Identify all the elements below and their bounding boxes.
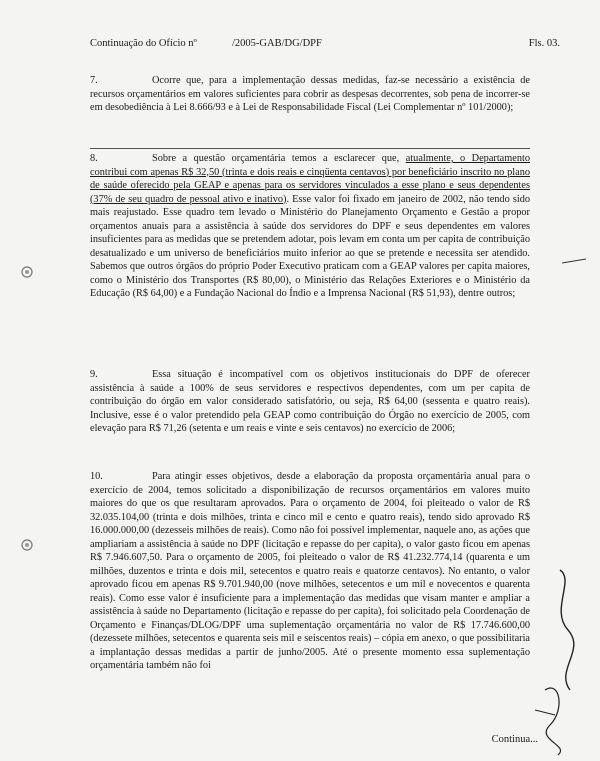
paragraph-number: 10. — [90, 471, 103, 482]
punch-hole-mark — [20, 265, 34, 279]
paragraph-text-continued: . Esse valor foi fixado em janeiro de 2002, não tendo sido mais reajustado. Esse quadro tem levado o Ministério do Planejamento Orçamento e Gestão a propor orçamentos anuais para a assistência à saúde dos servidores do DPF e seus dependentes em valores insuficientes para as medidas que se pretendem adotar, pois levam em conta um per capita de contribuição desatualizado e um universo de beneficiários muito inferior ao que se pretende e necessita ser atendido. Sabemos que outros órgãos do próprio Poder Executivo praticam com a GEAP valores per capita maiores, como o Ministério dos Transportes (R$ 80,00), o Ministério das Relações Exteriores e o Ministério da Educação (R$ 64,00) e a Fundação Nacional do Índio e a Imprensa Nacional (R$ 51,93), dentre outros; — [90, 193, 530, 299]
continuation-note: Continua... — [491, 734, 538, 745]
paragraph-text: Ocorre que, para a implementação dessas medidas, faz-se necessário a existência de recursos orçamentários em valores suficientes para cobrir as despesas decorrentes, sob pena de incorrer-se em desobediência à Lei 8.666/93 e à Lei de Responsabilidade Fiscal (Lei Complementar nº 101/2000); — [90, 75, 530, 113]
underlined-text: atualmente, o Departamento contribui com apenas R$ 32,50 (trinta e dois reais e cinqüenta centavos) por beneficiário inscrito no plano de saúde oferecido pela GEAP e apenas para os servidores vinculados a esse plano e seus dependentes (37% de seu quadro de pessoal ativo e inativo) — [90, 153, 530, 205]
paragraph-text: Para atingir esses objetivos, desde a elaboração da proposta orçamentária anual para o exercício de 2004, temos solicitado a disponibilização de recursos orçamentários em valores muito maiores do que os que resultaram aprovados. Para o orçamento de 2004, foi pleiteado o valor de R$ 32.035.104,00 (trinta e dois milhões, trinta e cinco mil e cento e quatro reais), tendo sido aprovado R$ 16.000.000,00 (dezesseis milhões de reais). Como não foi possível implementar, naquele ano, as ações que ampliariam a assistência à saúde no DPF (licitação e repasse do per capita), o valor gasto ficou em apenas R$ 7.946.607,50. Para o orçamento de 2005, foi pleiteado o valor de R$ 41.232.774,14 (quarenta e um milhões, duzentos e trinta e dois mil, setecentos e quatro reais e quatorze centavos). No entanto, o valor aprovado ficou em apenas R$ 9.701.940,00 (nove milhões, setecentos e um mil e novecentos e quarenta reais). Como esse valor é insuficiente para a implementação das medidas que visam manter e ampliar a assistência à saúde no Departamento (licitação e repasse do per capita), foi solicitado pela Coordenação de Orçamento e Finanças/DLOG/DPF uma suplementação orçamentária no valor de R$ 17.746.600,00 (dezessete milhões, setecentos e quarenta seis mil e seiscentos reais) – cópia em anexo, o que possibilitaria a implantação dessas medidas a partir de junho/2005. Até o presente momento essa suplementação orçamentária também não foi — [90, 471, 530, 671]
paragraph-7 — [90, 74, 530, 115]
punch-hole-mark — [20, 538, 34, 552]
paragraph-text: Essa situação é incompatível com os objetivos institucionais do DPF de oferecer assistência à saúde a 100% de seus servidores e respectivos dependentes, com um per capita de contribuição do órgão em valor considerado satisfatório, ou seja, R$ 64,00 (sessenta e quatro reais). Inclusive, esse é o valor pretendido pela GEAP como contribuição do Órgão no exercício de 2005, com elevação para R$ 71,26 (setenta e um reais e vinte e seis centavos) no exercício de 2006; — [90, 369, 530, 434]
paragraph-number: 9. — [90, 369, 98, 380]
header-office-ref: Continuação do Ofício nº — [90, 38, 197, 49]
header-page-number: Fls. 03. — [528, 38, 560, 49]
handwritten-signature — [530, 560, 600, 760]
margin-tick-mark — [560, 255, 590, 267]
paragraph-9 — [90, 368, 530, 436]
header-office-number: /2005-GAB/DG/DPF — [232, 38, 322, 49]
paragraph-number: 8. — [90, 153, 98, 164]
paragraph-number: 7. — [90, 75, 98, 86]
paragraph-text: Sobre a questão orçamentária temos a esclarecer que, — [152, 153, 406, 164]
paragraph-10 — [90, 470, 530, 673]
paragraph-8 — [90, 148, 530, 301]
